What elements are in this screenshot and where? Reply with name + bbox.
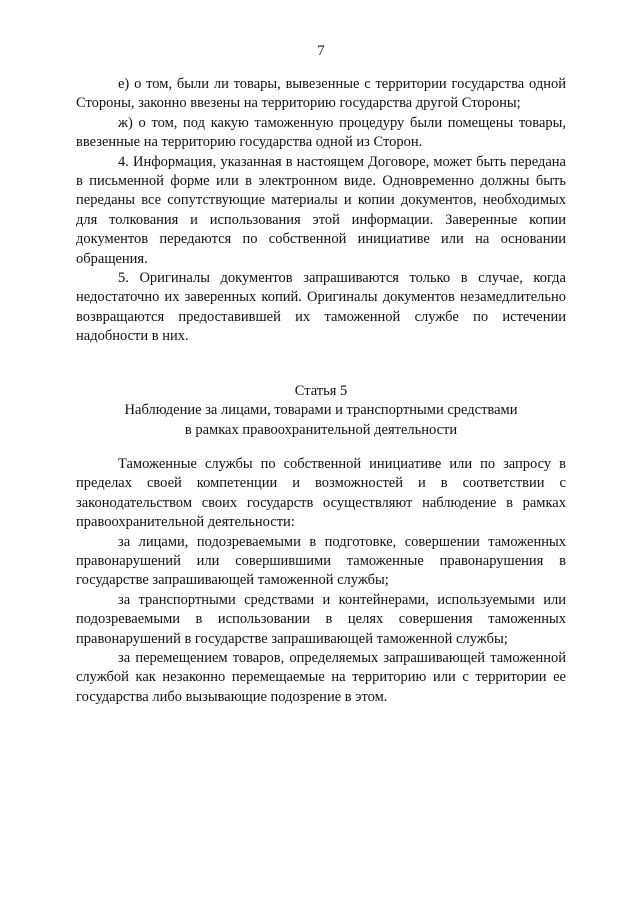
article-heading xyxy=(76,382,566,440)
body-text-bottom xyxy=(76,455,566,707)
article-number: Статья 5 xyxy=(294,383,348,399)
article-title-line-2: в рамках правоохранительной деятельности xyxy=(184,421,458,438)
paragraph-5: 5. Оригиналы документов запрашиваются только в случае, когда недостаточно их заверенных копий. Оригиналы документов незамедлительно возвращаются предоставившей их таможенной службе по истечении надобности в них. xyxy=(76,270,566,345)
paragraph-intro: Таможенные службы по собственной инициативе или по запросу в пределах своей компетенции и возможностей и в соответствии с законодательством своих государств осуществляют наблюдение в рамках правоохранительной деятельности: xyxy=(76,456,566,531)
paragraph-persons: за лицами, подозреваемыми в подготовке, совершении таможенных правонарушений или совершившими таможенные правонарушения в государстве запрашивающей таможенной службы; xyxy=(76,533,566,589)
paragraph-goods: за перемещением товаров, определяемых запрашивающей таможенной службой как незаконно перемещаемые на территорию или с территории ее государства либо вызывающие подозрение в этом. xyxy=(76,650,566,705)
paragraph-e: е) о том, были ли товары, вывезенные с территории государства одной Стороны, законно ввезены на территорию государства другой Стороны; xyxy=(76,76,566,112)
body-text-top xyxy=(76,75,566,347)
article-title-line-1: Наблюдение за лицами, товарами и транспортными средствами xyxy=(124,402,518,419)
paragraph-vehicles: за транспортными средствами и контейнерами, используемыми или подозреваемыми в использовании в целях совершения таможенных правонарушений в государстве запрашивающей таможенной службы; xyxy=(76,591,566,647)
paragraph-4: 4. Информация, указанная в настоящем Договоре, может быть передана в письменной форме или в электронном виде. Одновременно должны быть переданы все сопутствующие материалы и копии документов, необходимых для толкования и использования этой информации. Заверенные копии документов передаются по собственной инициативе или на основании обращения. xyxy=(76,153,566,267)
page-number: 7 xyxy=(317,43,325,59)
paragraph-zh: ж) о том, под какую таможенную процедуру были помещены товары, ввезенные на территорию государства одной из Сторон. xyxy=(76,114,566,151)
